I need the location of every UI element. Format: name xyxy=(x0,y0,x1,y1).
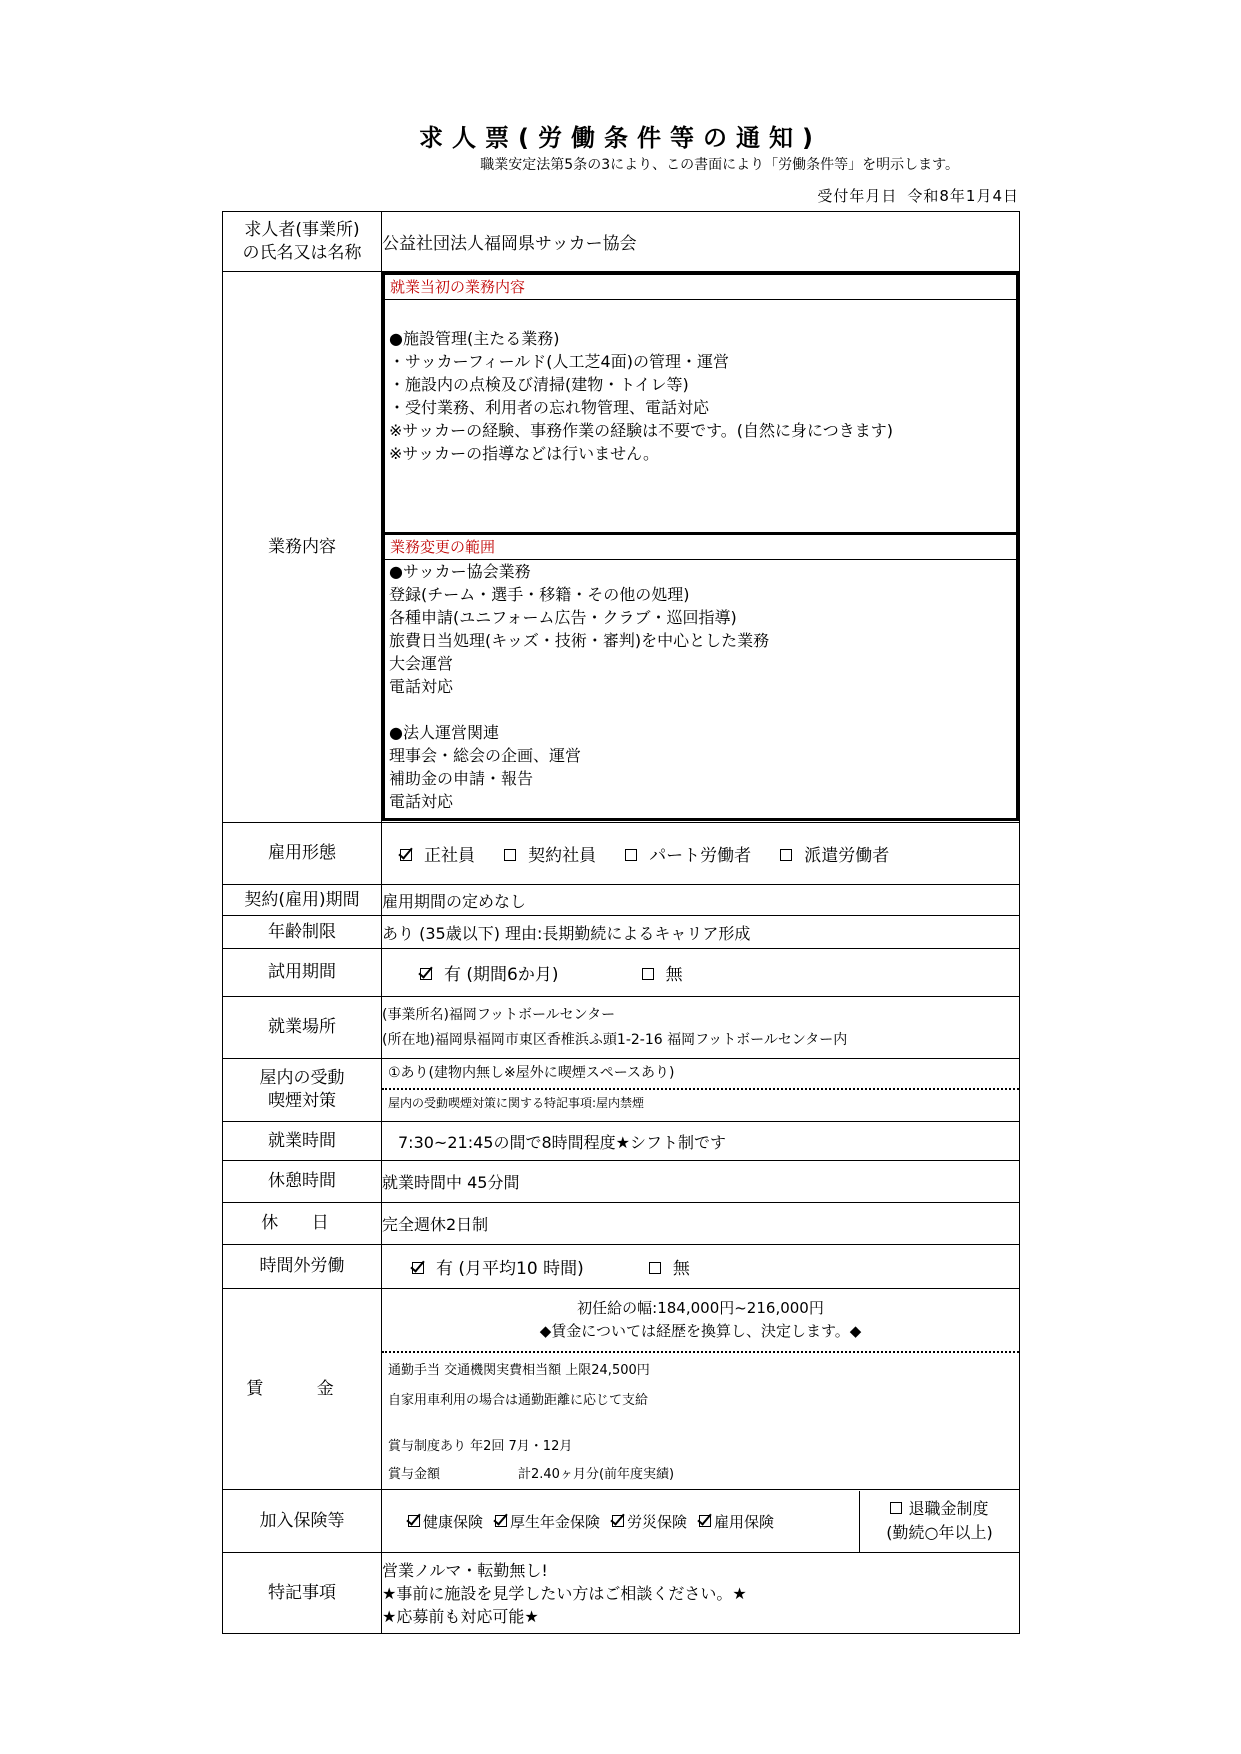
retirement-option[interactable]: 退職金制度 xyxy=(860,1497,1019,1521)
contract-period-value: 雇用期間の定めなし xyxy=(382,885,1020,916)
commute-allowance: 通勤手当 交通機関実費相当額 上限24,500円 xyxy=(388,1363,650,1378)
employer-name: 公益社団法人福岡県サッカー協会 xyxy=(382,212,1020,272)
employment-type-options xyxy=(382,823,1020,885)
checked-box-icon xyxy=(612,1515,624,1527)
list-item: ※サッカーの指導などは行いません。 xyxy=(389,444,660,463)
list-item: 電話対応 xyxy=(389,792,454,811)
checked-box-icon xyxy=(495,1515,507,1527)
holidays-label: 休 日 xyxy=(223,1203,382,1245)
wage-range: 初任給の幅:184,000円~216,000円 xyxy=(577,1299,824,1317)
list-item: ・施設内の点検及び清掃(建物・トイレ等) xyxy=(389,375,689,394)
retirement-box xyxy=(859,1491,1019,1552)
list-item: 補助金の申請・報告 xyxy=(389,769,534,788)
wage-label: 賃 金 xyxy=(223,1289,382,1490)
wage-cell xyxy=(382,1289,1020,1490)
age-limit-value: あり (35歳以下) 理由:長期勤続によるキャリア形成 xyxy=(382,916,1020,949)
list-item: ★事前に施設を見学したい方はご相談ください。★ xyxy=(382,1583,747,1603)
initial-duties-box xyxy=(382,272,1019,535)
age-limit-row xyxy=(223,916,1020,949)
break-value: 就業時間中 45分間 xyxy=(382,1161,1020,1203)
notes-value xyxy=(382,1553,1020,1634)
bonus-amount-line xyxy=(388,1463,1013,1487)
legal-notice: 職業安定法第5条の3により、この書面により「労働条件等」を明示します。 xyxy=(480,157,959,173)
checkbox-icon xyxy=(890,1502,902,1514)
hours-label: 就業時間 xyxy=(223,1122,382,1161)
bonus-system: 賞与制度あり 年2回 7月・12月 xyxy=(388,1439,573,1454)
duty-change-list xyxy=(385,560,1016,813)
holidays-row xyxy=(223,1203,1020,1245)
overtime-row xyxy=(223,1245,1020,1289)
checkbox-icon xyxy=(649,1262,661,1274)
checkbox-icon xyxy=(780,849,792,861)
wage-summary xyxy=(382,1289,1019,1351)
overtime-label: 時間外労働 xyxy=(223,1245,382,1289)
wage-note: ◆賃金については経歴を換算し、決定します。◆ xyxy=(539,1322,862,1340)
checked-box-icon xyxy=(408,1515,420,1527)
list-item: ●法人運営関連 xyxy=(389,723,499,742)
insurance-cell xyxy=(382,1490,1020,1553)
break-label: 休憩時間 xyxy=(223,1161,382,1203)
workplace-address: (所在地)福岡県福岡市東区香椎浜ふ頭1-2-16 福岡フットボールセンター内 xyxy=(382,1031,848,1048)
checkbox-icon xyxy=(625,849,637,861)
insurance-workers-comp[interactable]: 労災保険 xyxy=(612,1511,687,1532)
insurance-label: 加入保険等 xyxy=(223,1490,382,1553)
smoking-row xyxy=(223,1059,1020,1122)
retirement-condition: (勤続○年以上) xyxy=(886,1522,993,1542)
trial-no-option[interactable]: 無 xyxy=(642,960,683,985)
list-item: 登録(チーム・選手・移籍・その他の処理) xyxy=(389,585,690,604)
employment-type-row xyxy=(223,823,1020,885)
smoking-value: ①あり(建物内無し※屋外に喫煙スペースあり) xyxy=(388,1065,675,1081)
hours-row xyxy=(223,1122,1020,1161)
workplace-name: (事業所名)福岡フットボールセンター xyxy=(382,1006,616,1023)
insurance-pension[interactable]: 厚生年金保険 xyxy=(495,1511,600,1532)
employment-type-label: 雇用形態 xyxy=(223,823,382,885)
list-item: 電話対応 xyxy=(389,677,454,696)
list-item: 理事会・総会の企画、運営 xyxy=(389,746,582,765)
holidays-value: 完全週休2日制 xyxy=(382,1203,1020,1245)
list-item xyxy=(389,698,1016,721)
notes-label: 特記事項 xyxy=(223,1553,382,1634)
insurance-items xyxy=(382,1491,859,1552)
trial-yes-option[interactable]: 有 (期間6か月) xyxy=(420,960,558,985)
initial-duties-list xyxy=(385,300,1016,465)
smoking-label: 屋内の受動 喫煙対策 xyxy=(223,1059,382,1122)
job-offer-table xyxy=(222,211,1020,1634)
overtime-no-option[interactable]: 無 xyxy=(649,1254,690,1279)
insurance-row xyxy=(223,1490,1020,1553)
duty-change-box xyxy=(382,535,1019,821)
duties-cell xyxy=(382,272,1020,823)
insurance-layout xyxy=(382,1491,1019,1552)
duties-label: 業務内容 xyxy=(223,272,382,823)
list-item: ★応募前も対応可能★ xyxy=(382,1606,539,1626)
list-item: 大会運営 xyxy=(389,654,454,673)
list-item: 各種申請(ユニフォーム広告・クラブ・巡回指導) xyxy=(389,608,737,627)
checkbox-icon xyxy=(642,968,654,980)
option-contract[interactable]: 契約社員 xyxy=(504,841,596,866)
received-date-line xyxy=(817,185,1019,206)
bonus-amount-label: 賞与金額 xyxy=(388,1467,441,1482)
contract-period-label: 契約(雇用)期間 xyxy=(223,885,382,916)
trial-label: 試用期間 xyxy=(223,949,382,997)
trial-row xyxy=(223,949,1020,997)
received-label: 受付年月日 xyxy=(817,187,898,205)
duties-row xyxy=(223,272,1020,823)
checked-box-icon xyxy=(420,968,432,980)
insurance-employment[interactable]: 雇用保険 xyxy=(699,1511,774,1532)
checked-box-icon xyxy=(412,1262,424,1274)
initial-duties-title: 就業当初の業務内容 xyxy=(385,275,1016,300)
workplace-value xyxy=(382,997,1020,1059)
employer-row xyxy=(223,212,1020,272)
notes-row xyxy=(223,1553,1020,1634)
option-dispatch[interactable]: 派遣労働者 xyxy=(780,841,889,866)
workplace-label: 就業場所 xyxy=(223,997,382,1059)
age-limit-label: 年齢制限 xyxy=(223,916,382,949)
bonus-amount: 計2.40ヶ月分(前年度実績) xyxy=(518,1467,675,1482)
list-item: 旅費日当処理(キッズ・技術・審判)を中心とした業務 xyxy=(389,631,770,650)
contract-period-row xyxy=(223,885,1020,916)
list-item: ●施設管理(主たる業務) xyxy=(389,329,560,348)
break-row xyxy=(223,1161,1020,1203)
smoking-note: 屋内の受動喫煙対策に関する特記事項:屋内禁煙 xyxy=(382,1088,1019,1116)
list-item: ●サッカー協会業務 xyxy=(389,562,531,581)
insurance-health[interactable]: 健康保険 xyxy=(408,1511,483,1532)
wage-row xyxy=(223,1289,1020,1490)
checkbox-icon xyxy=(504,849,516,861)
list-item: ※サッカーの経験、事務作業の経験は不要です。(自然に身につきます) xyxy=(389,421,893,440)
wage-details xyxy=(382,1351,1019,1487)
list-item: ・受付業務、利用者の忘れ物管理、電話対応 xyxy=(389,398,710,417)
hours-value: 7:30~21:45の間で8時間程度★シフト制です xyxy=(382,1122,1020,1161)
checked-box-icon xyxy=(400,849,412,861)
page-title: 求人票(労働条件等の通知) xyxy=(419,124,822,152)
car-allowance: 自家用車利用の場合は通勤距離に応じて支給 xyxy=(388,1393,649,1408)
workplace-row xyxy=(223,997,1020,1059)
option-regular[interactable]: 正社員 xyxy=(400,841,475,866)
employer-label: 求人者(事業所)の氏名又は名称 xyxy=(223,212,382,272)
list-item: ・サッカーフィールド(人工芝4面)の管理・運営 xyxy=(389,352,729,371)
option-part-time[interactable]: パート労働者 xyxy=(625,841,751,866)
smoking-value-cell xyxy=(382,1059,1020,1122)
trial-options xyxy=(382,949,1020,997)
duty-change-title: 業務変更の範囲 xyxy=(385,535,1016,560)
checked-box-icon xyxy=(699,1515,711,1527)
received-date: 令和8年1月4日 xyxy=(907,187,1019,205)
list-item: 営業ノルマ・転勤無し! xyxy=(382,1560,548,1580)
overtime-options xyxy=(382,1245,1020,1289)
overtime-yes-option[interactable]: 有 (月平均10 時間) xyxy=(412,1254,584,1279)
